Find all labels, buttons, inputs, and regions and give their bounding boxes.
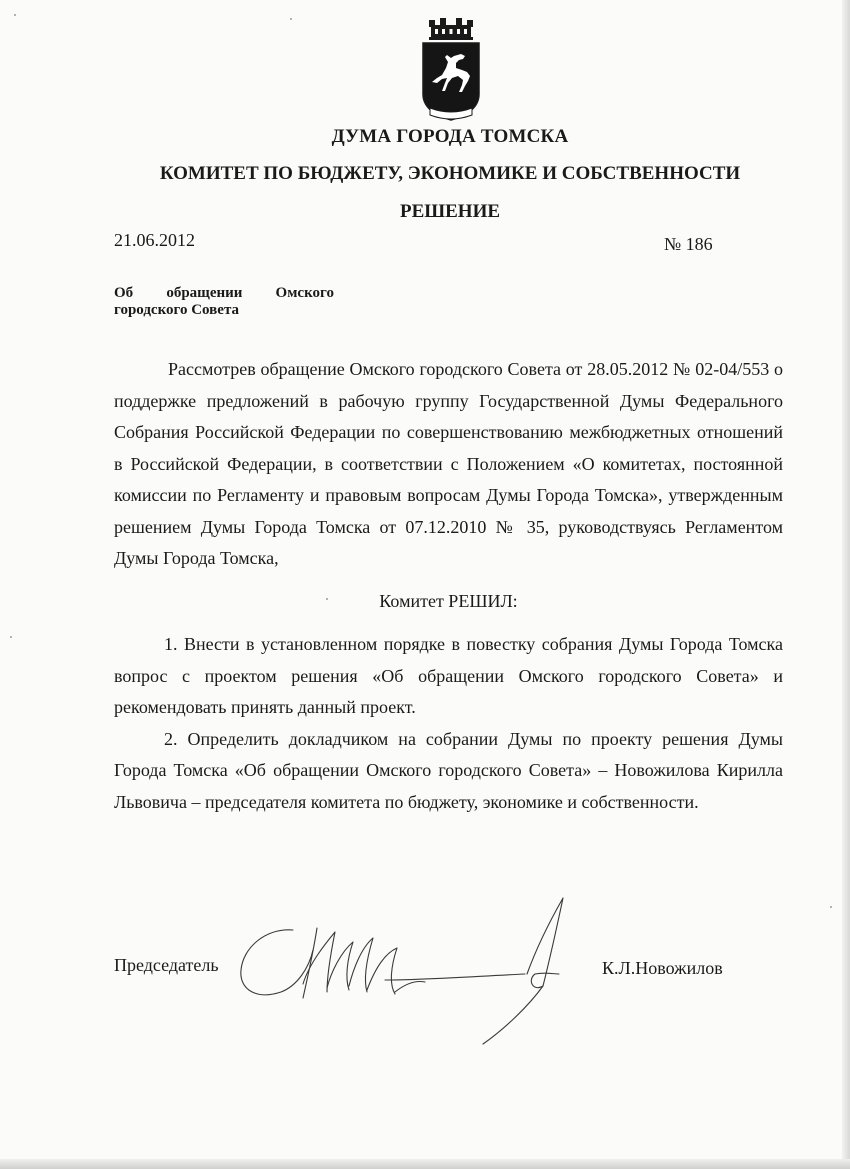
document-number: № 186 bbox=[664, 234, 713, 254]
resolution-item-1: 1. Внести в установленном порядке в повестку собрания Думы Города Томска вопрос с проектом решения «Об обращении Омского городского Совета» и рекомендовать принять данный проект. bbox=[114, 634, 783, 717]
scan-edge-bottom bbox=[0, 1159, 850, 1169]
signatory-role: Председатель bbox=[114, 955, 219, 975]
document-subject bbox=[114, 285, 334, 319]
scan-speck bbox=[290, 18, 292, 20]
scan-speck bbox=[14, 14, 16, 16]
document-date: 21.06.2012 bbox=[114, 230, 195, 250]
subject-word: Об bbox=[114, 285, 134, 301]
resolution-item-2: 2. Определить докладчиком на собрании Думы по проекту решения Думы Города Томска «Об обращении Омского городского Совета» – Новожилова Кирилла Львовича – председателя комитета по бюджету, экономике и собственности. bbox=[114, 728, 783, 812]
subject-line-1 bbox=[114, 285, 334, 302]
organization-title: ДУМА ГОРОДА ТОМСКА bbox=[331, 126, 569, 147]
scan-speck bbox=[10, 636, 12, 638]
document-body bbox=[114, 354, 783, 818]
subject-word: обращении bbox=[166, 285, 243, 301]
preamble-paragraph: Рассмотрев обращение Омского городского Совета от 28.05.2012 № 02-04/553 о поддержке предложений в рабочую группу Государственной Думы Федерального Собрания Российской Федерации по совершенствованию межбюджетных отношений в Российской Федерации, в соответствии с Положением «О комитетах, постоянной комиссии по Регламенту и правовым вопросам Думы Города Томска», утвержденным решением Думы Города Томска от 07.12.2010 № 35, руководствуясь Регламентом Думы Города Томска, bbox=[114, 359, 783, 568]
subject-line-2: городского Совета bbox=[114, 302, 239, 318]
scan-speck bbox=[326, 598, 328, 600]
handwritten-signature bbox=[235, 888, 580, 1048]
coat-of-arms-emblem bbox=[418, 16, 484, 126]
resolved-heading: Комитет РЕШИЛ: bbox=[379, 590, 518, 611]
signatory-name: К.Л.Новожилов bbox=[602, 958, 723, 978]
scan-speck bbox=[830, 906, 832, 908]
document-type: РЕШЕНИЕ bbox=[399, 201, 501, 222]
subject-word: Омского bbox=[275, 285, 334, 301]
committee-title: КОМИТЕТ ПО БЮДЖЕТУ, ЭКОНОМИКЕ И СОБСТВЕННОСТИ bbox=[159, 163, 741, 184]
